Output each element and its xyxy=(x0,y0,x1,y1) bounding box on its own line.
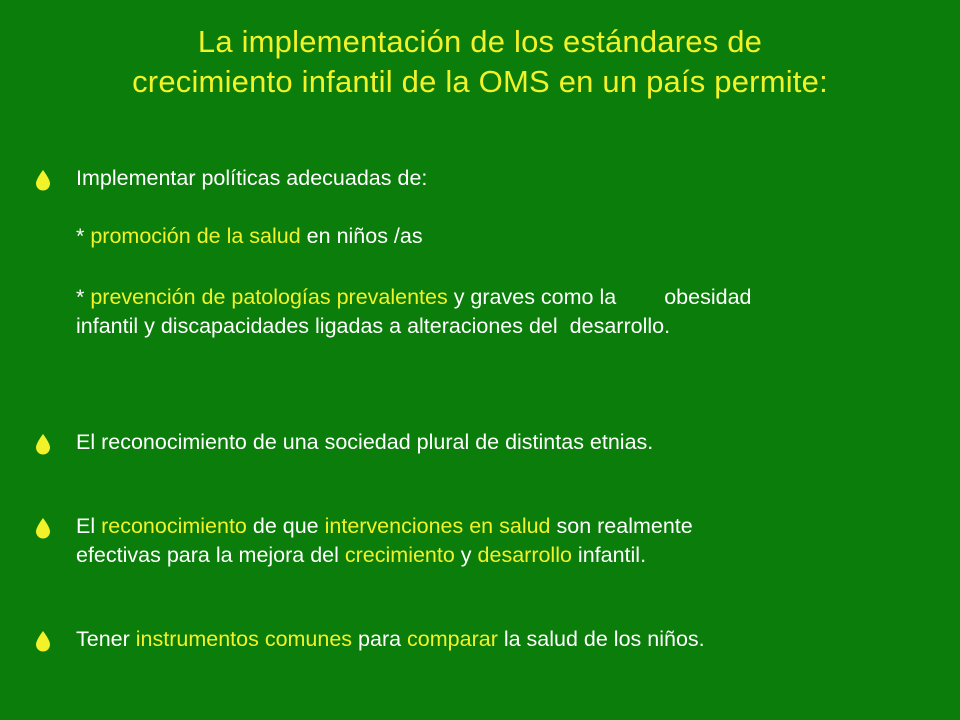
highlight-reconocimiento: reconocimiento xyxy=(101,514,247,538)
bullet-implementar xyxy=(76,164,936,193)
bullet-text: infantil. xyxy=(571,543,647,567)
highlight-desarrollo: desarrollo xyxy=(477,543,572,567)
highlight-promocion: promoción de la salud xyxy=(90,224,301,248)
sub-item-text: y graves como la xyxy=(447,285,617,309)
sub-item-text: en niños /as xyxy=(300,224,423,248)
bullet-text: son realmente xyxy=(550,514,693,538)
droplet-icon xyxy=(33,629,53,653)
droplet-icon xyxy=(33,432,53,456)
highlight-prevencion: prevención de patologías prevalentes xyxy=(90,285,448,309)
bullet-reconocimiento-sociedad xyxy=(76,428,936,457)
highlight-intervenciones: intervenciones en salud xyxy=(324,514,551,538)
sub-item-promocion xyxy=(76,222,936,251)
bullet-intervenciones xyxy=(76,512,936,570)
droplet-icon xyxy=(33,168,53,192)
highlight-crecimiento: crecimiento xyxy=(344,543,455,567)
sub-item-text: infantil y discapacidades ligadas a alteraciones del xyxy=(76,314,558,338)
bullet-text: Implementar políticas adecuadas de: xyxy=(76,166,428,190)
bullet-text: El xyxy=(76,514,102,538)
title-line-1: La implementación de los estándares de xyxy=(197,24,763,59)
droplet-icon xyxy=(33,516,53,540)
sub-item-prevencion xyxy=(76,283,936,341)
highlight-instrumentos: instrumentos comunes xyxy=(135,627,353,651)
bullet-text: la salud de los niños. xyxy=(497,627,705,651)
bullet-text: y xyxy=(454,543,478,567)
slide-title xyxy=(0,22,960,102)
sub-item-text: desarrollo. xyxy=(569,314,671,338)
bullet-instrumentos xyxy=(76,625,936,654)
sub-item-marker: * xyxy=(76,224,91,248)
bullet-text: Tener xyxy=(76,627,136,651)
sub-item-marker: * xyxy=(76,285,91,309)
bullet-text: para xyxy=(352,627,408,651)
bullet-text: El reconocimiento de una sociedad plural de distintas etnias. xyxy=(76,430,654,454)
bullet-text: de que xyxy=(246,514,325,538)
bullet-text: efectivas para la mejora del xyxy=(76,543,345,567)
highlight-comparar: comparar xyxy=(407,627,498,651)
sub-item-text: obesidad xyxy=(664,285,752,309)
title-line-2: crecimiento infantil de la OMS en un país permite: xyxy=(132,64,828,99)
